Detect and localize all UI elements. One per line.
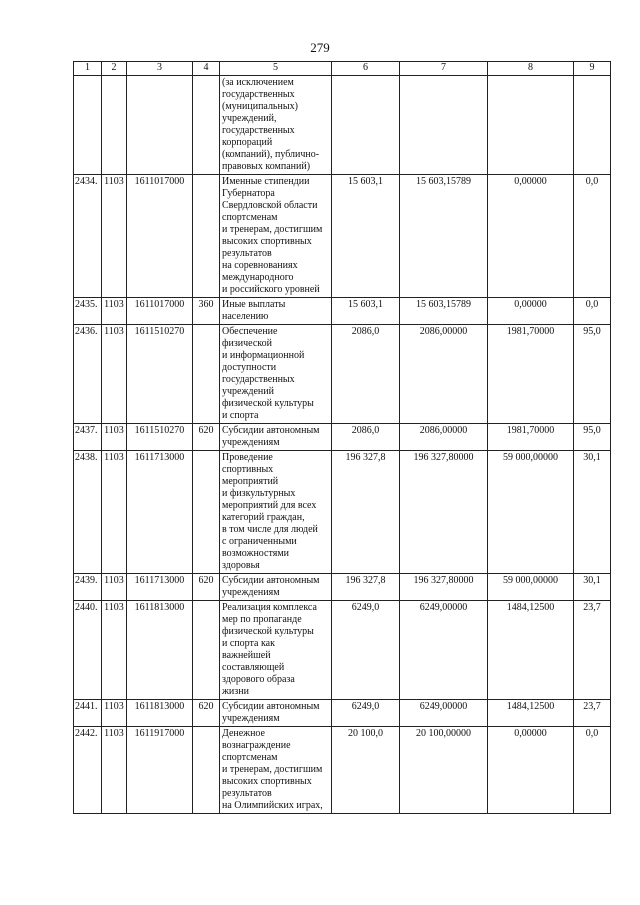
row-description: Субсидии автономным учреждениям — [220, 700, 332, 727]
expense-type: 620 — [193, 574, 220, 601]
executed-amount: 59 000,00000 — [488, 451, 574, 574]
executed-amount — [488, 76, 574, 175]
approved-amount: 6249,0 — [332, 700, 400, 727]
planned-amount: 2086,00000 — [400, 424, 488, 451]
expense-type: 620 — [193, 700, 220, 727]
table-row — [74, 298, 611, 325]
expense-type: 360 — [193, 298, 220, 325]
approved-amount: 2086,0 — [332, 424, 400, 451]
row-number: 2434. — [74, 175, 102, 298]
planned-amount: 15 603,15789 — [400, 298, 488, 325]
planned-amount: 15 603,15789 — [400, 175, 488, 298]
table-row — [74, 76, 611, 175]
row-number: 2438. — [74, 451, 102, 574]
section-code: 1103 — [102, 424, 127, 451]
planned-amount: 196 327,80000 — [400, 574, 488, 601]
executed-amount: 1981,70000 — [488, 424, 574, 451]
execution-percent: 95,0 — [574, 424, 611, 451]
planned-amount — [400, 76, 488, 175]
header-row — [74, 62, 611, 76]
target-code: 1611510270 — [127, 424, 193, 451]
row-number: 2441. — [74, 700, 102, 727]
row-description: Обеспечение физической и информационной доступности государственных учреждений физической культуры и спорта — [220, 325, 332, 424]
execution-percent: 95,0 — [574, 325, 611, 424]
target-code: 1611510270 — [127, 325, 193, 424]
table-row — [74, 601, 611, 700]
executed-amount: 1484,12500 — [488, 700, 574, 727]
executed-amount: 0,00000 — [488, 727, 574, 814]
executed-amount: 0,00000 — [488, 175, 574, 298]
target-code: 1611017000 — [127, 175, 193, 298]
approved-amount: 15 603,1 — [332, 175, 400, 298]
row-number: 2437. — [74, 424, 102, 451]
expense-type — [193, 601, 220, 700]
row-description: Реализация комплекса мер по пропаганде физической культуры и спорта как важнейшей составляющей здорового образа жизни — [220, 601, 332, 700]
planned-amount: 196 327,80000 — [400, 451, 488, 574]
row-description: Проведение спортивных мероприятий и физкультурных мероприятий для всех категорий граждан, в том числе для людей с ограниченными возможностями здоровья — [220, 451, 332, 574]
execution-percent: 23,7 — [574, 700, 611, 727]
planned-amount: 2086,00000 — [400, 325, 488, 424]
section-code — [102, 76, 127, 175]
section-code: 1103 — [102, 451, 127, 574]
row-description: Именные стипендии Губернатора Свердловской области спортсменам и тренерам, достигшим высоких спортивных результатов на соревнованиях международного и российского уровней — [220, 175, 332, 298]
section-code: 1103 — [102, 700, 127, 727]
expense-type — [193, 76, 220, 175]
approved-amount: 196 327,8 — [332, 451, 400, 574]
expense-type — [193, 727, 220, 814]
row-number: 2442. — [74, 727, 102, 814]
row-description: Денежное вознаграждение спортсменам и тренерам, достигшим высоких спортивных результатов на Олимпийских играх, — [220, 727, 332, 814]
table-row — [74, 700, 611, 727]
row-number — [74, 76, 102, 175]
planned-amount: 6249,00000 — [400, 700, 488, 727]
execution-percent: 0,0 — [574, 175, 611, 298]
execution-percent: 0,0 — [574, 727, 611, 814]
section-code: 1103 — [102, 574, 127, 601]
target-code: 1611017000 — [127, 298, 193, 325]
row-description: Субсидии автономным учреждениям — [220, 424, 332, 451]
section-code: 1103 — [102, 325, 127, 424]
executed-amount: 1981,70000 — [488, 325, 574, 424]
column-header: 8 — [488, 62, 574, 76]
approved-amount: 196 327,8 — [332, 574, 400, 601]
target-code: 1611917000 — [127, 727, 193, 814]
column-header: 6 — [332, 62, 400, 76]
expense-type — [193, 175, 220, 298]
table-row — [74, 325, 611, 424]
column-header: 2 — [102, 62, 127, 76]
row-number: 2440. — [74, 601, 102, 700]
section-code: 1103 — [102, 175, 127, 298]
expense-type: 620 — [193, 424, 220, 451]
target-code — [127, 76, 193, 175]
table-row — [74, 574, 611, 601]
column-header: 4 — [193, 62, 220, 76]
approved-amount — [332, 76, 400, 175]
execution-percent: 30,1 — [574, 451, 611, 574]
approved-amount: 2086,0 — [332, 325, 400, 424]
execution-percent: 30,1 — [574, 574, 611, 601]
executed-amount: 59 000,00000 — [488, 574, 574, 601]
execution-percent: 0,0 — [574, 298, 611, 325]
column-header: 1 — [74, 62, 102, 76]
approved-amount: 15 603,1 — [332, 298, 400, 325]
approved-amount: 6249,0 — [332, 601, 400, 700]
target-code: 1611813000 — [127, 700, 193, 727]
target-code: 1611713000 — [127, 451, 193, 574]
executed-amount: 1484,12500 — [488, 601, 574, 700]
execution-percent: 23,7 — [574, 601, 611, 700]
section-code: 1103 — [102, 727, 127, 814]
target-code: 1611813000 — [127, 601, 193, 700]
row-description: Субсидии автономным учреждениям — [220, 574, 332, 601]
row-description: (за исключением государственных (муниципальных) учреждений, государственных корпораций (компаний), публично- правовых компаний) — [220, 76, 332, 175]
row-number: 2436. — [74, 325, 102, 424]
table-row — [74, 451, 611, 574]
column-header: 3 — [127, 62, 193, 76]
table-row — [74, 175, 611, 298]
page-number: 279 — [310, 40, 330, 55]
row-number: 2435. — [74, 298, 102, 325]
column-header: 9 — [574, 62, 611, 76]
executed-amount: 0,00000 — [488, 298, 574, 325]
row-description: Иные выплаты населению — [220, 298, 332, 325]
expense-type — [193, 451, 220, 574]
expense-type — [193, 325, 220, 424]
section-code: 1103 — [102, 601, 127, 700]
table-row — [74, 424, 611, 451]
section-code: 1103 — [102, 298, 127, 325]
column-header: 5 — [220, 62, 332, 76]
column-header: 7 — [400, 62, 488, 76]
table-row — [74, 727, 611, 814]
budget-table — [73, 61, 611, 814]
row-number: 2439. — [74, 574, 102, 601]
planned-amount: 6249,00000 — [400, 601, 488, 700]
approved-amount: 20 100,0 — [332, 727, 400, 814]
target-code: 1611713000 — [127, 574, 193, 601]
execution-percent — [574, 76, 611, 175]
planned-amount: 20 100,00000 — [400, 727, 488, 814]
